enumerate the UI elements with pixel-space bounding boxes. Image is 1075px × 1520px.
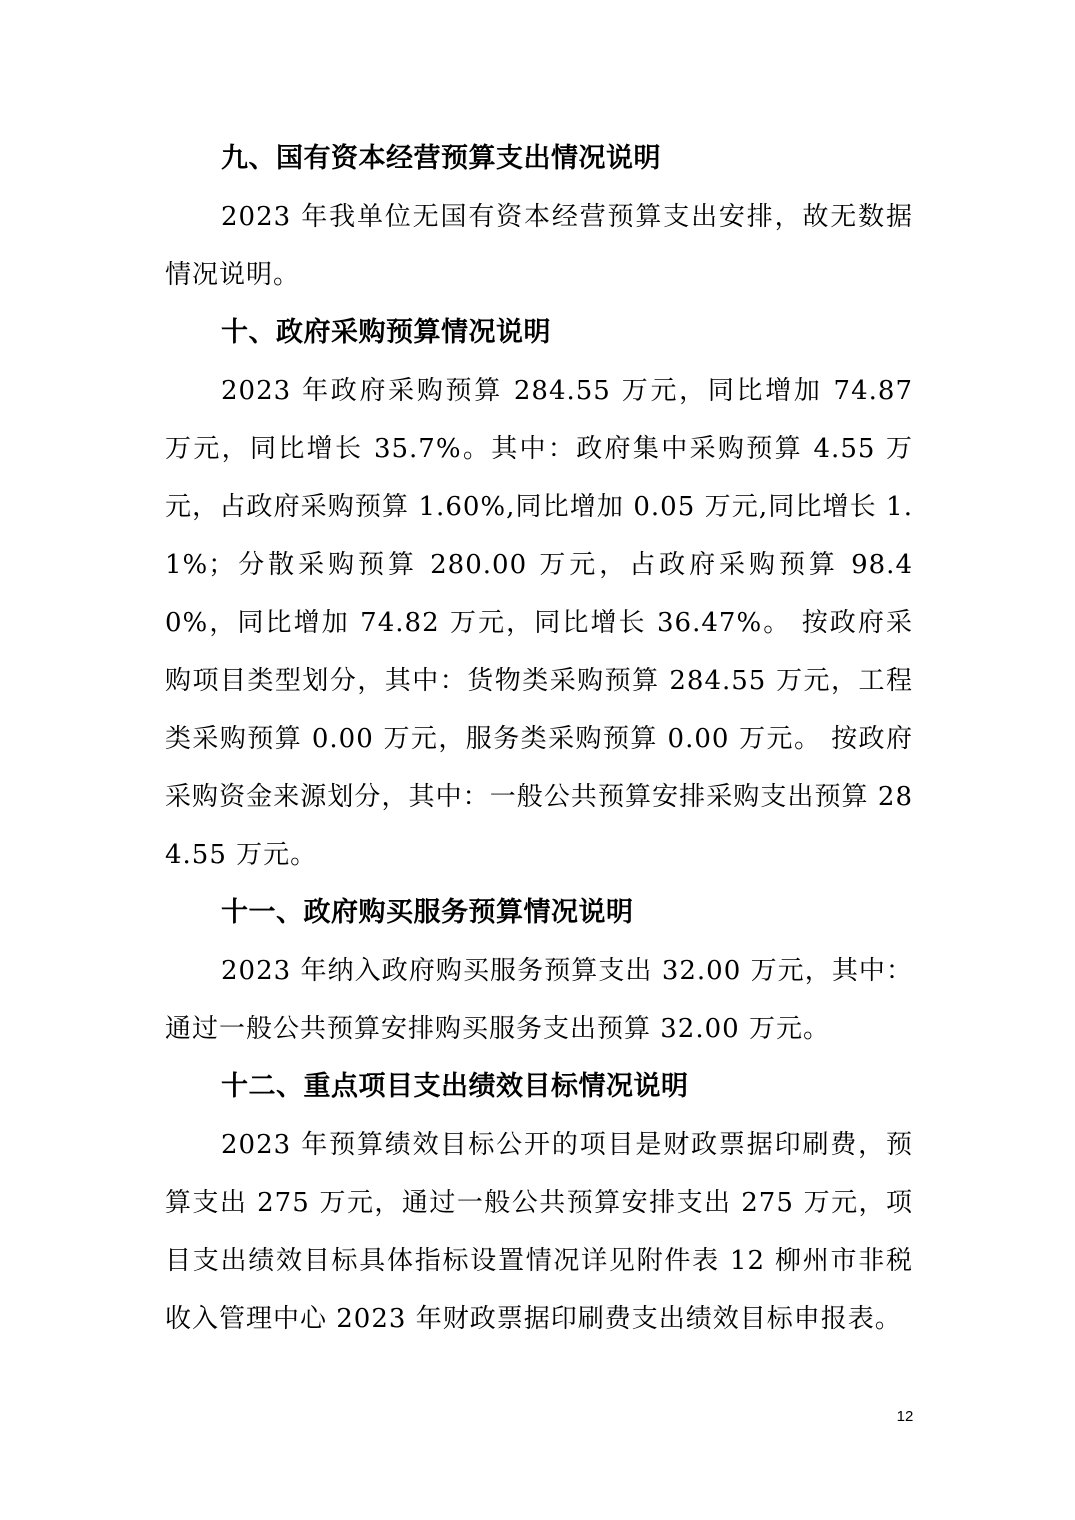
section-state-capital-budget	[165, 130, 913, 304]
section-heading: 十二、重点项目支出绩效目标情况说明	[221, 1071, 689, 1102]
section-paragraph: 2023 年政府采购预算 284.55 万元，同比增加 74.87 万元，同比增长 35.7%。其中：政府集中采购预算 4.55 万元，占政府采购预算 1.60%,同比增加 0.05 万元,同比增长 1.1%；分散采购预算 280.00 万元，占政府采购预算 98.40%，同比增加 74.82 万元，同比增长 36.47%。 按政府采购项目类型划分，其中：货物类采购预算 284.55 万元，工程类采购预算 0.00 万元，服务类采购预算 0.00 万元。 按政府采购资金来源划分，其中：一般公共预算安排采购支出预算 284.55 万元。	[165, 376, 913, 870]
section-paragraph: 2023 年纳入政府购买服务预算支出 32.00 万元，其中：通过一般公共预算安排购买服务支出预算 32.00 万元。	[165, 956, 913, 1044]
section-heading: 十、政府采购预算情况说明	[221, 317, 551, 348]
page-number: 12	[896, 1408, 914, 1425]
section-paragraph: 2023 年我单位无国有资本经营预算支出安排，故无数据情况说明。	[165, 202, 913, 290]
document-page	[165, 130, 913, 1348]
section-government-service-purchase	[165, 884, 913, 1058]
section-key-project-performance	[165, 1058, 913, 1348]
section-heading: 九、国有资本经营预算支出情况说明	[221, 143, 661, 174]
section-heading: 十一、政府购买服务预算情况说明	[221, 897, 634, 928]
section-government-procurement	[165, 304, 913, 884]
section-paragraph: 2023 年预算绩效目标公开的项目是财政票据印刷费，预算支出 275 万元，通过一般公共预算安排支出 275 万元，项目支出绩效目标具体指标设置情况详见附件表 12 柳州市非税收入管理中心 2023 年财政票据印刷费支出绩效目标申报表。	[165, 1130, 913, 1334]
